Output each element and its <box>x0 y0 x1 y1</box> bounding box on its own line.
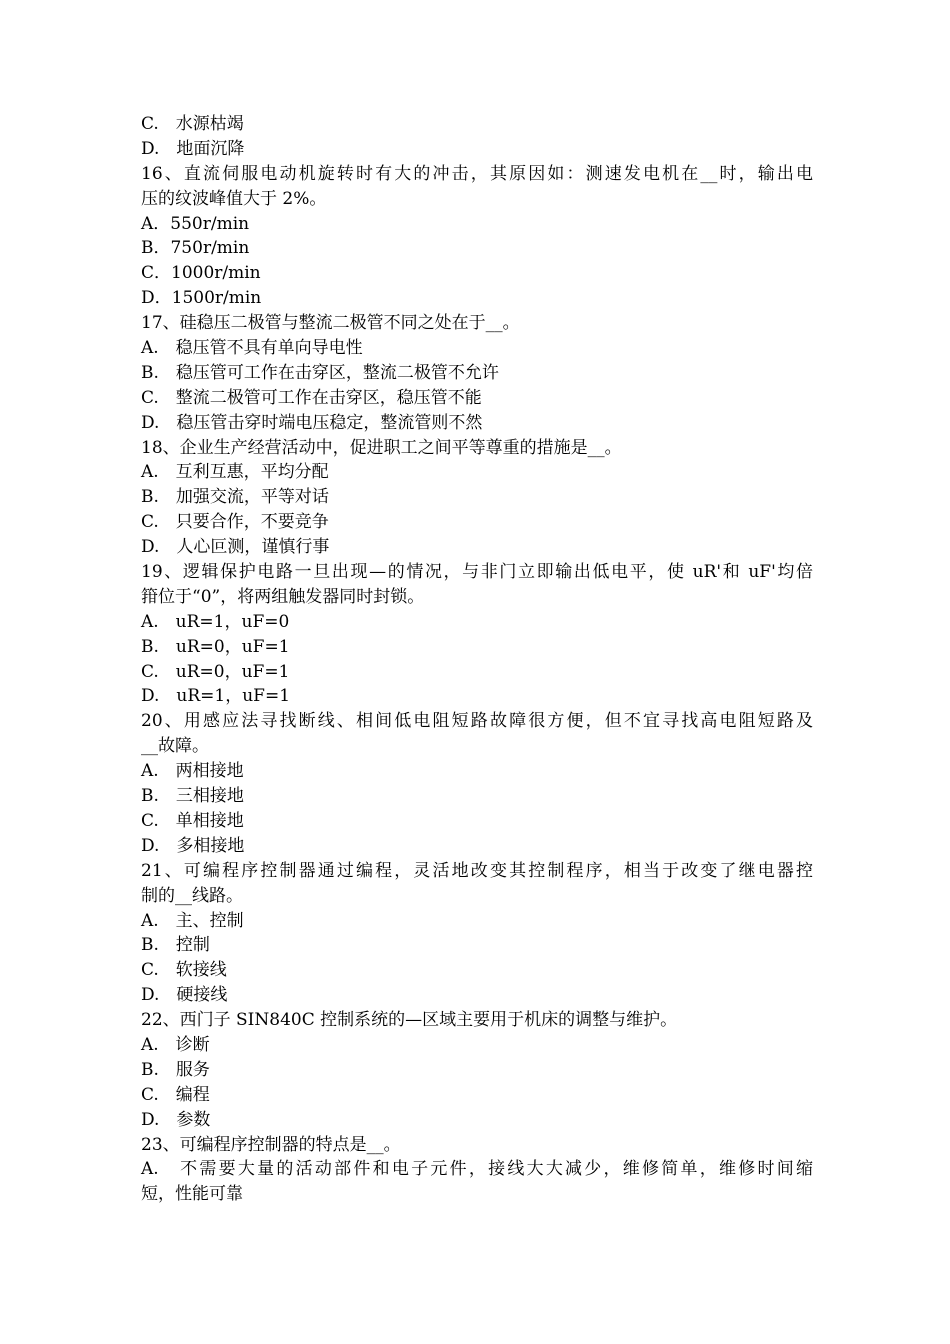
option-text-line: A. 主、控制 <box>141 910 244 931</box>
option-text-line: C. 编程 <box>141 1084 210 1105</box>
option-text-line: D. 稳压管击穿时端电压稳定，整流管则不然 <box>141 412 483 433</box>
option-text-line: C. uR=0，uF=1 <box>141 661 290 682</box>
question-text-line: 20、用感应法寻找断线、相间低电阻短路故障很方便，但不宜寻找高电阻短路及 <box>141 711 813 732</box>
question-text-line: 18、企业生产经营活动中，促进职工之间平等尊重的措施是__。 <box>141 437 622 458</box>
question-text-line: __故障。 <box>141 736 209 757</box>
question-text-line: 21、可编程序控制器通过编程，灵活地改变其控制程序，相当于改变了继电器控 <box>141 860 813 881</box>
option-text-line: C．1000r/min <box>141 263 261 284</box>
option-text-line: B. 加强交流，平等对话 <box>141 487 329 508</box>
question-text-line: 23、可编程序控制器的特点是__。 <box>141 1134 401 1155</box>
document-body <box>141 112 813 1207</box>
option-text-line: D. 地面沉降 <box>141 138 245 159</box>
option-text-line: A. uR=1，uF=0 <box>141 611 290 632</box>
question-text-line: 制的__线路。 <box>141 885 243 906</box>
option-text-line: A．550r/min <box>141 213 250 234</box>
option-text-line: 短，性能可靠 <box>141 1184 243 1205</box>
option-text-line: B. uR=0，uF=1 <box>141 636 290 657</box>
question-text-line: 19、逻辑保护电路一旦出现—的情况，与非门立即输出低电平，使 uR'和 uF'均倍 <box>141 562 813 583</box>
option-text-line: A. 两相接地 <box>141 761 244 782</box>
option-text-line: A. 互利互惠，平均分配 <box>141 462 329 483</box>
question-text-line: 16、直流伺服电动机旋转时有大的冲击，其原因如：测速发电机在__时，输出电 <box>141 163 813 184</box>
option-text-line: D. 参数 <box>141 1109 211 1130</box>
option-text-line: C. 单相接地 <box>141 810 244 831</box>
option-text-line: D. 人心叵测，谨慎行事 <box>141 537 330 558</box>
option-text-line: C. 整流二极管可工作在击穿区，稳压管不能 <box>141 387 482 408</box>
option-text-line: B. 服务 <box>141 1059 210 1080</box>
option-text-line: A. 不需要大量的活动部件和电子元件，接线大大减少，维修简单，维修时间缩 <box>141 1159 813 1180</box>
option-text-line: A. 稳压管不具有单向导电性 <box>141 338 363 359</box>
option-text-line: C. 软接线 <box>141 960 227 981</box>
option-text-line: B．750r/min <box>141 238 250 259</box>
question-text-line: 压的纹波峰值大于 2%。 <box>141 188 327 209</box>
question-text-line: 箝位于“0”，将两组触发器同时封锁。 <box>141 586 425 607</box>
option-text-line: D. uR=1，uF=1 <box>141 686 291 707</box>
option-text-line: A. 诊断 <box>141 1034 210 1055</box>
question-text-line: 17、硅稳压二极管与整流二极管不同之处在于__。 <box>141 313 520 334</box>
option-text-line: B. 稳压管可工作在击穿区，整流二极管不允许 <box>141 362 499 383</box>
option-text-line: C. 水源枯竭 <box>141 114 244 134</box>
option-text-line: B. 三相接地 <box>141 786 244 807</box>
option-text-line: C. 只要合作，不要竞争 <box>141 512 329 533</box>
option-text-line: D. 多相接地 <box>141 835 245 856</box>
option-text-line: B. 控制 <box>141 935 210 956</box>
question-text-line: 22、西门子 SIN840C 控制系统的—区域主要用于机床的调整与维护。 <box>141 1010 678 1031</box>
option-text-line: D．1500r/min <box>141 288 262 309</box>
option-text-line: D. 硬接线 <box>141 985 228 1006</box>
